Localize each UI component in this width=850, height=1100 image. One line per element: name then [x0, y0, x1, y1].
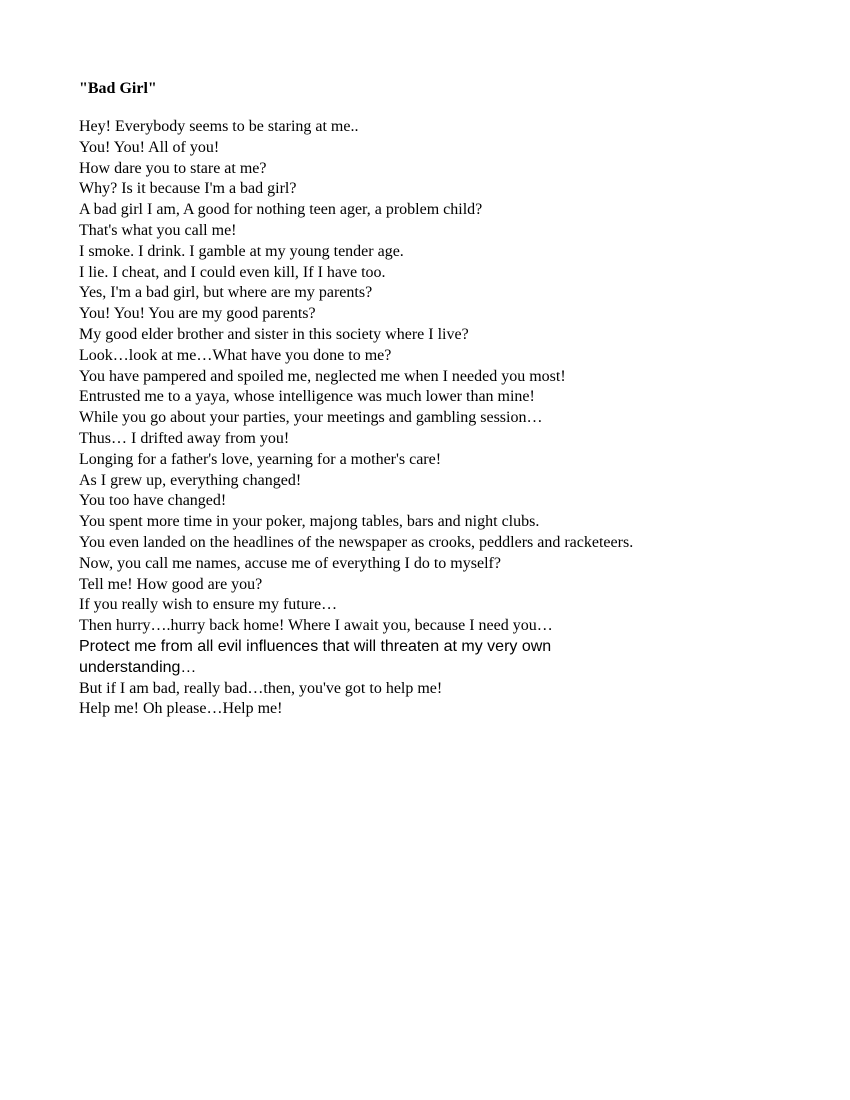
- poem-line: You have pampered and spoiled me, neglected me when I needed you most!: [79, 367, 566, 385]
- poem-body: [79, 117, 639, 720]
- poem-line: While you go about your parties, your meetings and gambling session…: [79, 409, 543, 427]
- poem-line: Help me! Oh please…Help me!: [79, 700, 283, 718]
- poem-line: Longing for a father's love, yearning for a mother's care!: [79, 450, 442, 468]
- poem-line: You too have changed!: [79, 492, 227, 510]
- poem-line: You spent more time in your poker, majong tables, bars and night clubs.: [79, 513, 540, 531]
- poem-line: How dare you to stare at me?: [79, 159, 267, 177]
- poem-line: You! You! All of you!: [79, 138, 220, 156]
- poem-line: That's what you call me!: [79, 221, 237, 239]
- poem-line: Thus… I drifted away from you!: [79, 429, 290, 447]
- poem-line: A bad girl I am, A good for nothing teen ager, a problem child?: [79, 201, 483, 219]
- poem-line: Now, you call me names, accuse me of everything I do to myself?: [79, 554, 501, 572]
- poem-line: As I grew up, everything changed!: [79, 471, 302, 489]
- poem-line: I lie. I cheat, and I could even kill, If I have too.: [79, 263, 386, 281]
- poem-line: Look…look at me…What have you done to me?: [79, 346, 392, 364]
- poem-line: You! You! You are my good parents?: [79, 305, 316, 323]
- poem-line: If you really wish to ensure my future…: [79, 596, 338, 614]
- poem-line: Entrusted me to a yaya, whose intelligence was much lower than mine!: [79, 388, 535, 406]
- poem-line: Protect me from all evil influences that will threaten at my very own understanding…: [79, 637, 552, 676]
- poem-title: "Bad Girl": [79, 80, 157, 97]
- poem-line: Tell me! How good are you?: [79, 575, 263, 593]
- poem-line: My good elder brother and sister in this society where I live?: [79, 325, 469, 343]
- poem-line: Why? Is it because I'm a bad girl?: [79, 180, 297, 198]
- poem-line: Yes, I'm a bad girl, but where are my parents?: [79, 284, 373, 302]
- poem-line: Hey! Everybody seems to be staring at me..: [79, 118, 359, 135]
- poem-line: Then hurry….hurry back home! Where I await you, because I need you…: [79, 617, 553, 635]
- poem-line: You even landed on the headlines of the newspaper as crooks, peddlers and racketeers.: [79, 533, 634, 551]
- poem-line: But if I am bad, really bad…then, you've got to help me!: [79, 679, 443, 697]
- poem-line: I smoke. I drink. I gamble at my young tender age.: [79, 242, 404, 260]
